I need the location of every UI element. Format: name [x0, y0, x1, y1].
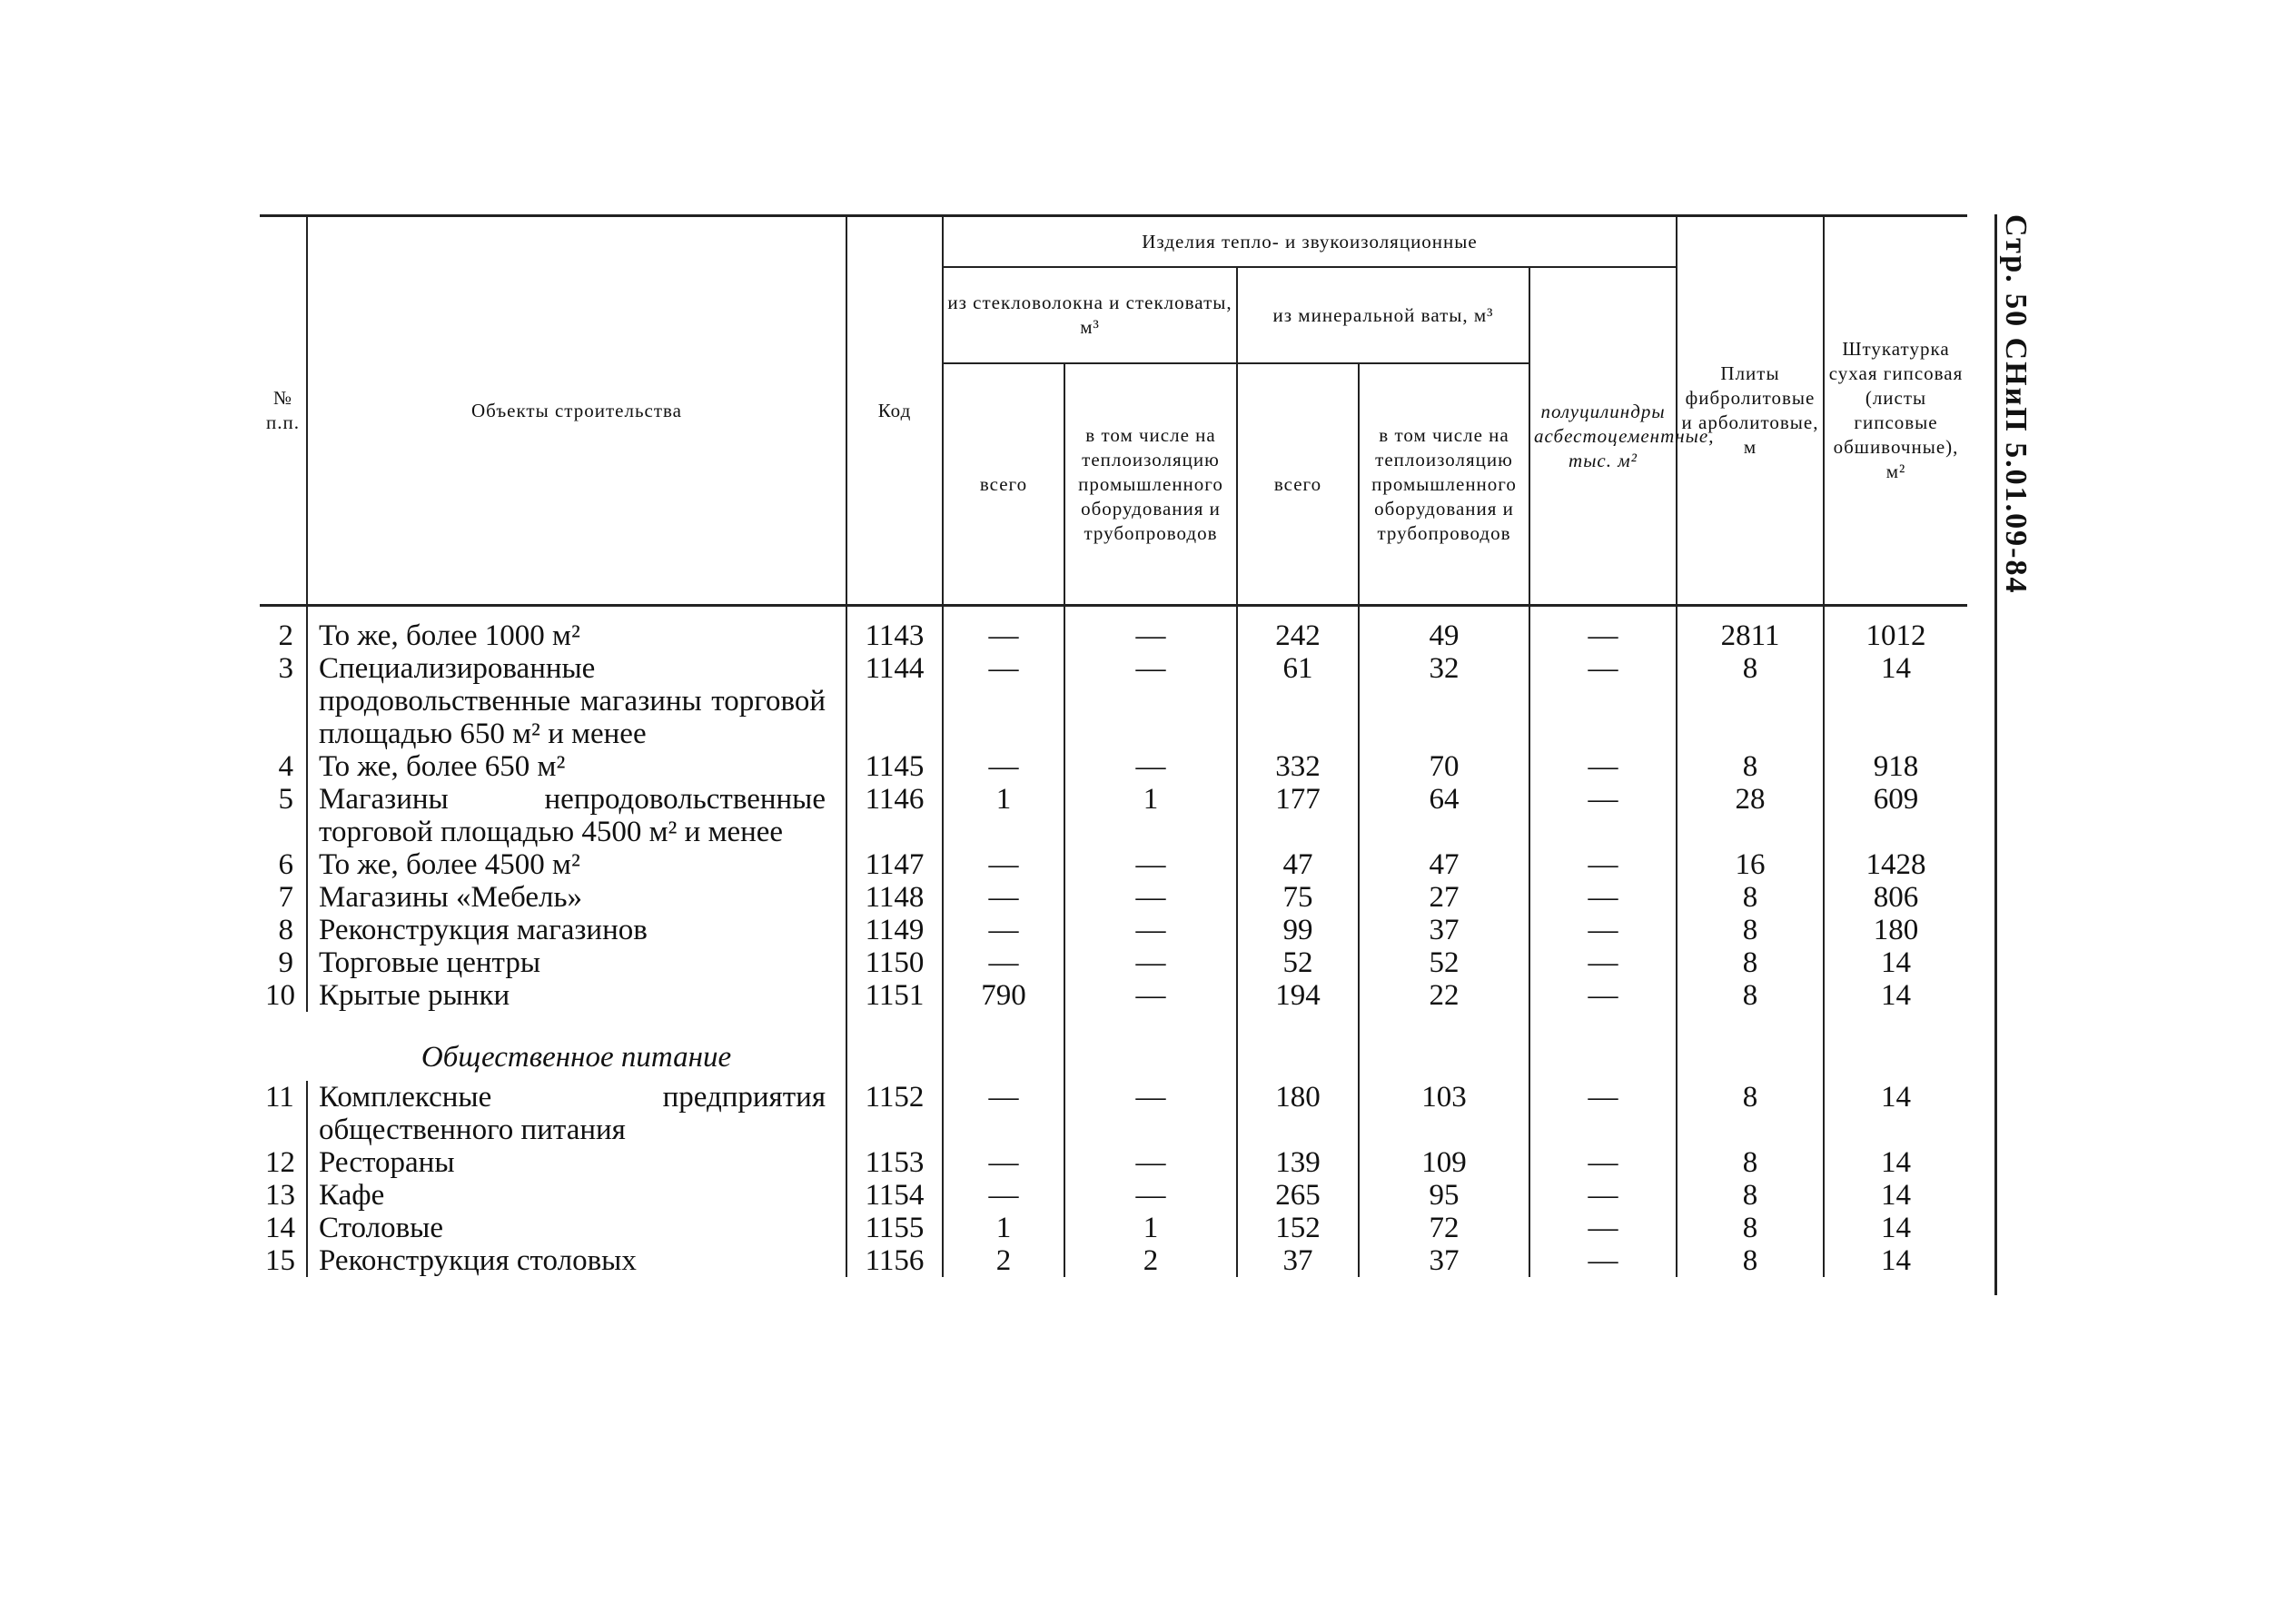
cell-m-incl: 47 [1359, 848, 1529, 881]
cell-n: 6 [278, 848, 293, 881]
cell-g-total: 1 [943, 783, 1064, 848]
cell-name: Торговые центры [307, 946, 846, 979]
cell-g-total: 790 [943, 979, 1064, 1012]
cell-name: То же, более 4500 м² [307, 848, 846, 881]
cell-n: 2 [278, 619, 293, 652]
cell-g-total: — [943, 946, 1064, 979]
table-row [260, 750, 1967, 783]
page-label-text: Стр. 50 СНиП 5.01.09-84 [1999, 214, 2033, 595]
header-glass-total: всего [943, 363, 1064, 606]
header-half-cylinders-text: полуцилиндры асбестоцементные, тыс. м² [1534, 400, 1715, 471]
table-body [260, 606, 1967, 1278]
cell-name: Комплексные предприятия общественного питания [307, 1081, 846, 1146]
cell-code: 1150 [846, 946, 943, 979]
cell-m-incl: 37 [1359, 1244, 1529, 1277]
cell-n: 14 [265, 1212, 295, 1244]
cell-plates: 28 [1677, 783, 1824, 848]
header-glass-wool: из стекловолокна и стекловаты, м³ [943, 267, 1237, 363]
table-row [260, 1146, 1967, 1179]
cell-name: То же, более 1000 м² [307, 606, 846, 653]
table-row [260, 1081, 1967, 1146]
cell-m-total: 61 [1237, 652, 1359, 750]
cell-code: 1154 [846, 1179, 943, 1212]
cell-m-incl: 49 [1359, 606, 1529, 653]
cell-plates: 8 [1677, 979, 1824, 1012]
cell-cyl: — [1529, 1146, 1677, 1179]
cell-g-total: — [943, 750, 1064, 783]
cell-cyl: — [1529, 1212, 1677, 1244]
cell-m-total: 177 [1237, 783, 1359, 848]
cell-g-incl: — [1064, 881, 1237, 914]
cell-code: 1152 [846, 1081, 943, 1146]
section-cell [1064, 1012, 1237, 1081]
header-objects: Объекты строительства [307, 216, 846, 606]
cell-g-total: — [943, 914, 1064, 946]
table-row [260, 1244, 1967, 1277]
cell-plaster: 14 [1824, 979, 1967, 1012]
cell-name: Рестораны [307, 1146, 846, 1179]
header-mineral-incl: в том числе на теплоизоляцию промышленного оборудования и трубопроводов [1359, 363, 1529, 606]
cell-plaster: 609 [1824, 783, 1967, 848]
norms-table-sheet [260, 214, 1967, 1277]
cell-plaster: 14 [1824, 1244, 1967, 1277]
cell-m-incl: 109 [1359, 1146, 1529, 1179]
cell-plates: 8 [1677, 1244, 1824, 1277]
cell-code: 1149 [846, 914, 943, 946]
cell-g-incl: 1 [1064, 1212, 1237, 1244]
cell-plates: 16 [1677, 848, 1824, 881]
cell-code: 1145 [846, 750, 943, 783]
cell-n: 13 [265, 1179, 295, 1212]
cell-m-total: 75 [1237, 881, 1359, 914]
cell-g-total: — [943, 1081, 1064, 1146]
table-row [260, 914, 1967, 946]
cell-g-incl: — [1064, 1179, 1237, 1212]
cell-code: 1147 [846, 848, 943, 881]
cell-plaster: 1012 [1824, 606, 1967, 653]
cell-code: 1143 [846, 606, 943, 653]
cell-plates: 8 [1677, 914, 1824, 946]
cell-g-incl: — [1064, 750, 1237, 783]
cell-m-incl: 22 [1359, 979, 1529, 1012]
cell-name: Крытые рынки [307, 979, 846, 1012]
header-insulation-group: Изделия тепло- и звукоизоляционные [943, 216, 1677, 268]
cell-m-incl: 103 [1359, 1081, 1529, 1146]
cell-plaster: 806 [1824, 881, 1967, 914]
cell-name: Столовые [307, 1212, 846, 1244]
page-label [1994, 214, 2036, 596]
cell-m-total: 242 [1237, 606, 1359, 653]
cell-g-total: — [943, 848, 1064, 881]
cell-name: Кафе [307, 1179, 846, 1212]
cell-cyl: — [1529, 1179, 1677, 1212]
cell-code: 1151 [846, 979, 943, 1012]
cell-n: 3 [278, 652, 293, 685]
cell-m-incl: 32 [1359, 652, 1529, 750]
cell-g-total: — [943, 1179, 1064, 1212]
table-row [260, 606, 1967, 653]
header-glass-incl: в том числе на теплоизоляцию промышленного оборудования и трубопроводов [1064, 363, 1237, 606]
cell-code: 1144 [846, 652, 943, 750]
cell-m-total: 265 [1237, 1179, 1359, 1212]
cell-m-incl: 27 [1359, 881, 1529, 914]
cell-code: 1148 [846, 881, 943, 914]
cell-m-incl: 70 [1359, 750, 1529, 783]
cell-m-total: 180 [1237, 1081, 1359, 1146]
cell-m-incl: 64 [1359, 783, 1529, 848]
cell-plaster: 1428 [1824, 848, 1967, 881]
cell-n: 10 [265, 979, 295, 1012]
cell-m-incl: 52 [1359, 946, 1529, 979]
cell-name: То же, более 650 м² [307, 750, 846, 783]
cell-g-incl: — [1064, 979, 1237, 1012]
cell-n: 15 [265, 1244, 295, 1277]
cell-name: Специализированные продовольственные магазины торговой площадью 650 м² и менее [307, 652, 846, 750]
section-cell [943, 1012, 1064, 1081]
cell-m-total: 47 [1237, 848, 1359, 881]
cell-plaster: 14 [1824, 652, 1967, 750]
cell-code: 1156 [846, 1244, 943, 1277]
cell-g-incl: — [1064, 652, 1237, 750]
cell-g-incl: — [1064, 606, 1237, 653]
section-cell [1677, 1012, 1824, 1081]
cell-plaster: 14 [1824, 1212, 1967, 1244]
cell-plates: 8 [1677, 1179, 1824, 1212]
cell-cyl: — [1529, 1244, 1677, 1277]
section-blank [260, 1012, 307, 1081]
cell-cyl: — [1529, 1081, 1677, 1146]
cell-cyl: — [1529, 783, 1677, 848]
table-row [260, 946, 1967, 979]
section-cell [1824, 1012, 1967, 1081]
section-cell [1359, 1012, 1529, 1081]
cell-plates: 8 [1677, 1081, 1824, 1146]
cell-name: Реконструкция столовых [307, 1244, 846, 1277]
table-row [260, 652, 1967, 750]
cell-g-total: 1 [943, 1212, 1064, 1244]
cell-name: Магазины «Мебель» [307, 881, 846, 914]
cell-plates: 8 [1677, 1212, 1824, 1244]
cell-plates: 8 [1677, 652, 1824, 750]
table-row [260, 881, 1967, 914]
cell-m-total: 52 [1237, 946, 1359, 979]
section-cell [1529, 1012, 1677, 1081]
cell-g-incl: — [1064, 1081, 1237, 1146]
table-header [260, 216, 1967, 606]
cell-g-total: — [943, 652, 1064, 750]
cell-g-total: 2 [943, 1244, 1064, 1277]
cell-g-incl: — [1064, 1146, 1237, 1179]
materials-table [260, 214, 1967, 1277]
header-code: Код [846, 216, 943, 606]
cell-g-incl: 1 [1064, 783, 1237, 848]
cell-plaster: 14 [1824, 946, 1967, 979]
cell-cyl: — [1529, 606, 1677, 653]
section-code [846, 1012, 943, 1081]
cell-m-total: 152 [1237, 1212, 1359, 1244]
header-num: № п.п. [260, 216, 307, 606]
cell-n: 11 [265, 1081, 294, 1114]
table-row [260, 1179, 1967, 1212]
cell-n: 4 [278, 750, 293, 783]
cell-plaster: 14 [1824, 1146, 1967, 1179]
cell-m-incl: 37 [1359, 914, 1529, 946]
cell-plaster: 180 [1824, 914, 1967, 946]
cell-cyl: — [1529, 914, 1677, 946]
cell-g-total: — [943, 606, 1064, 653]
cell-name: Магазины непродовольственные торговой площадью 4500 м² и менее [307, 783, 846, 848]
cell-plates: 8 [1677, 946, 1824, 979]
header-half-cylinders [1529, 267, 1715, 606]
cell-cyl: — [1529, 946, 1677, 979]
header-plaster: Штукатурка сухая гипсовая (листы гипсовые обшивочные), м² [1824, 216, 1967, 606]
cell-code: 1155 [846, 1212, 943, 1244]
cell-g-incl: — [1064, 946, 1237, 979]
cell-g-total: — [943, 1146, 1064, 1179]
cell-plaster: 14 [1824, 1081, 1967, 1146]
section-title: Общественное питание [421, 1041, 732, 1074]
cell-plates: 8 [1677, 750, 1824, 783]
cell-g-incl: — [1064, 914, 1237, 946]
cell-code: 1153 [846, 1146, 943, 1179]
cell-plaster: 918 [1824, 750, 1967, 783]
cell-name: Реконструкция магазинов [307, 914, 846, 946]
cell-m-total: 332 [1237, 750, 1359, 783]
cell-plaster: 14 [1824, 1179, 1967, 1212]
table-row [260, 1212, 1967, 1244]
section-cell [1237, 1012, 1359, 1081]
table-row [260, 848, 1967, 881]
cell-g-total: — [943, 881, 1064, 914]
header-plates: Плиты фибролитовые и арболитовые, м [1677, 216, 1824, 606]
cell-g-incl: 2 [1064, 1244, 1237, 1277]
header-mineral-total: всего [1237, 363, 1359, 606]
cell-plates: 8 [1677, 881, 1824, 914]
table-row [260, 979, 1967, 1012]
cell-m-total: 37 [1237, 1244, 1359, 1277]
cell-m-total: 194 [1237, 979, 1359, 1012]
cell-cyl: — [1529, 848, 1677, 881]
cell-n: 7 [278, 881, 293, 914]
cell-cyl: — [1529, 979, 1677, 1012]
cell-m-total: 139 [1237, 1146, 1359, 1179]
cell-n: 9 [278, 946, 293, 979]
cell-m-total: 99 [1237, 914, 1359, 946]
cell-plates: 2811 [1677, 606, 1824, 653]
cell-m-incl: 95 [1359, 1179, 1529, 1212]
cell-plates: 8 [1677, 1146, 1824, 1179]
cell-cyl: — [1529, 652, 1677, 750]
cell-cyl: — [1529, 881, 1677, 914]
cell-g-incl: — [1064, 848, 1237, 881]
section-row [260, 1012, 1967, 1081]
cell-n: 12 [265, 1146, 295, 1179]
cell-code: 1146 [846, 783, 943, 848]
table-row [260, 783, 1967, 848]
cell-n: 8 [278, 914, 293, 946]
cell-n: 5 [278, 783, 293, 816]
cell-m-incl: 72 [1359, 1212, 1529, 1244]
cell-cyl: — [1529, 750, 1677, 783]
header-mineral-wool: из минеральной ваты, м³ [1237, 267, 1529, 363]
